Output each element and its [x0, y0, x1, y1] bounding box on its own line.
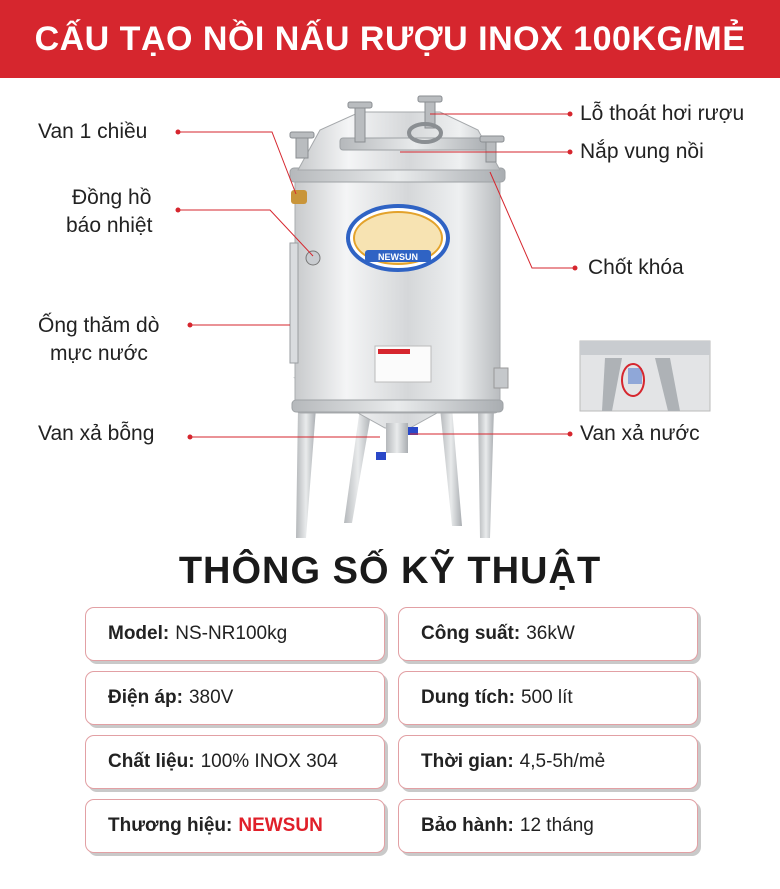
spec-value: 500 lít: [520, 687, 573, 708]
svg-text:NEWSUN: NEWSUN: [378, 252, 418, 262]
residue-valve-handle: [376, 452, 386, 460]
drain-pipe: [386, 423, 408, 453]
spec-key: Model:: [108, 623, 170, 644]
spec-key: Công suất:: [421, 623, 521, 644]
spec-card-power: [398, 607, 698, 661]
spec-value: 4,5-5h/mẻ: [519, 751, 606, 772]
label-lid: Nắp vung nồi: [580, 140, 704, 163]
check-valve: [291, 190, 307, 204]
spec-key: Thương hiệu:: [108, 815, 233, 836]
spec-value: 12 tháng: [519, 815, 594, 836]
spec-key: Chất liệu:: [108, 751, 195, 772]
spec-card-voltage: [85, 671, 385, 725]
spec-card-capacity: [398, 671, 698, 725]
label-water-valve: Van xả nước: [580, 422, 700, 445]
spec-card-brand: [85, 799, 385, 853]
thermometer: [306, 251, 320, 265]
spec-key: Dung tích:: [421, 687, 515, 708]
spec-value: NS-NR100kg: [175, 623, 288, 644]
spec-key: Bảo hành:: [421, 815, 514, 836]
label-level-tube-line2: mực nước: [50, 342, 148, 365]
spec-card-material: [85, 735, 385, 789]
spec-key: Thời gian:: [421, 751, 514, 772]
label-residue-valve: Van xả bỗng: [38, 422, 155, 445]
label-level-tube-line1: Ống thăm dò: [38, 314, 160, 337]
specs-title: THÔNG SỐ KỸ THUẬT: [178, 550, 602, 592]
spec-card-model: [85, 607, 385, 661]
spec-value: 380V: [188, 687, 234, 708]
inset-photo: [580, 341, 710, 411]
spec-value: 100% INOX 304: [200, 751, 338, 772]
label-lock: Chốt khóa: [588, 256, 684, 279]
page-title: CẤU TẠO NỒI NẤU RƯỢU INOX 100KG/MẺ: [34, 20, 746, 58]
spec-card-warranty: [398, 799, 698, 853]
label-vapor-outlet: Lỗ thoát hơi rượu: [580, 102, 745, 125]
spec-value-brand: NEWSUN: [238, 815, 323, 836]
spec-key: Điện áp:: [108, 687, 183, 708]
label-thermometer-line1: Đồng hồ: [72, 186, 152, 209]
level-tube: [290, 243, 298, 363]
label-check-valve: Van 1 chiều: [38, 120, 148, 143]
spec-card-time: [398, 735, 698, 789]
brand-badge: [348, 206, 448, 270]
spec-value: 36kW: [526, 623, 575, 644]
label-thermometer-line2: báo nhiệt: [66, 214, 153, 237]
